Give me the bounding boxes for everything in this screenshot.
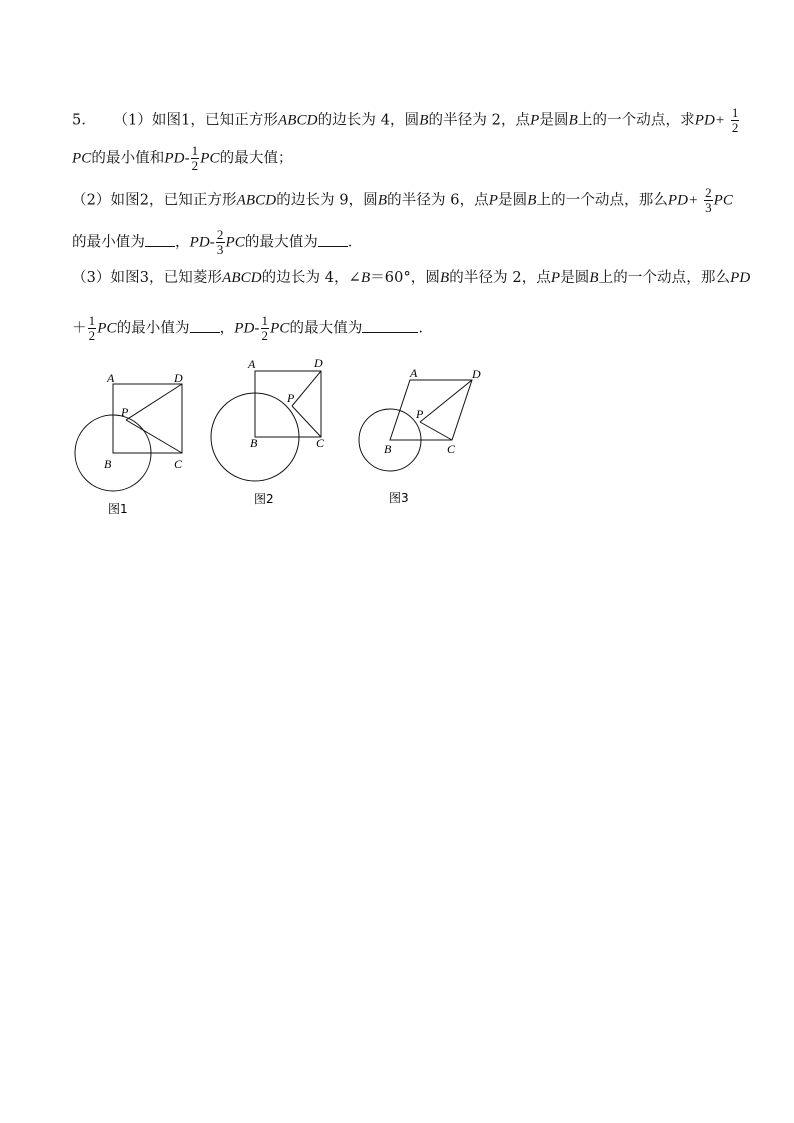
part2-end: ． [347, 234, 363, 251]
part3-circle: B [440, 270, 450, 286]
fig3-segment-pd [420, 380, 472, 422]
fig1-label-a: A [107, 371, 115, 385]
part1-expr2: PD- [164, 150, 190, 167]
part3-answer-blank-2[interactable] [362, 318, 418, 333]
part2-fraction-den: 3 [705, 200, 712, 215]
part2-line2-start: 的最小值为 [72, 234, 145, 251]
fig2-label-a: A [248, 357, 256, 371]
fig1-segment-pc [126, 420, 182, 453]
part2-text4: 上的一个动点，那么 [536, 192, 668, 209]
part2-expr1: PD+ [667, 192, 699, 209]
part3-shape: ABCD [222, 270, 262, 286]
part1-text4: 上的一个动点，求 [577, 112, 695, 129]
part3-angle: B [360, 270, 371, 286]
part1-fraction-den: 2 [731, 120, 739, 135]
part2-prefix: （2）如图2，已知正方形 [72, 192, 237, 209]
fig2-label-p: P [287, 391, 295, 405]
problem-5-part2-line1 [72, 186, 733, 215]
problem-5-part1-line1 [72, 106, 740, 135]
part2-fraction2 [216, 228, 225, 257]
fig3-label-d: D [472, 367, 481, 381]
problem-5-part2-line2 [72, 228, 363, 257]
part1-fraction [731, 106, 740, 135]
part2-separator: ， [175, 234, 190, 251]
part1-circle2: B [568, 112, 578, 129]
part3-answer-blank-1[interactable] [190, 318, 220, 333]
part3-text5: 上的一个动点，那么 [598, 270, 731, 286]
fig3-label-p: P [416, 407, 424, 421]
part3-text7: 的最大值为 [289, 320, 363, 337]
part2-circle: B [377, 192, 388, 209]
part3-expr2-end: PC [270, 320, 290, 337]
part2-answer-blank-1[interactable] [145, 232, 175, 247]
part3-text3: 的半径为 2，点 [449, 270, 551, 286]
part1-text6: 的最大值； [219, 150, 293, 167]
fig3-rhombus [390, 380, 472, 440]
part1-text3: 是圆 [539, 112, 569, 129]
problem-5-part3-line2 [72, 314, 433, 343]
part3-fraction-num: 1 [88, 313, 96, 328]
part3-fraction2-den: 2 [261, 328, 269, 343]
part3-plus: ＋ [72, 320, 87, 337]
part1-circle: B [419, 112, 429, 129]
part2-text2: 的半径为 6，点 [387, 192, 489, 209]
part3-text1: 的边长为 4，∠ [261, 270, 361, 286]
part3-text6: 的最小值为 [116, 320, 190, 337]
part1-text5: 的最小值和 [91, 150, 165, 167]
part3-prefix: （3）如图3，已知菱形 [72, 270, 223, 286]
part1-fraction2 [191, 144, 200, 173]
fig3-label-a: A [410, 366, 418, 380]
part2-fraction2-num: 2 [216, 227, 224, 242]
part1-fraction-num: 1 [731, 105, 739, 120]
problem-number: 5． [72, 112, 96, 129]
part2-expr2-end: PC [225, 234, 245, 251]
part2-fraction2-den: 3 [216, 242, 224, 257]
part1-expr2-end: PC [200, 150, 220, 167]
part3-expr1: PD [730, 270, 751, 286]
fig1-label-p: P [121, 405, 129, 419]
part1-fraction2-den: 2 [191, 158, 199, 173]
part2-shape: ABCD [236, 192, 277, 209]
fig1-label-d: D [174, 371, 183, 385]
part1-expr1: PD+ [694, 112, 726, 129]
fig2-label-d: D [314, 356, 323, 370]
part2-answer-blank-2[interactable] [318, 232, 348, 247]
problem-5-part3-line1 [72, 268, 750, 288]
part3-fraction2-num: 1 [261, 313, 269, 328]
part3-fraction-den: 2 [88, 328, 96, 343]
part3-expr1-end: PC [97, 320, 117, 337]
fig1-label-c: C [174, 457, 183, 471]
part2-text1: 的边长为 9，圆 [276, 192, 378, 209]
fig3-segment-pc [420, 422, 452, 440]
part3-separator: ， [219, 320, 235, 337]
part2-text5: 的最大值为 [244, 234, 318, 251]
part3-end: ． [418, 320, 434, 337]
part1-pc: PC [72, 150, 92, 167]
fig1-caption: 图1 [108, 502, 128, 516]
part3-point: P [550, 270, 561, 286]
part2-text3: 是圆 [498, 192, 528, 209]
part3-circle2: B [589, 270, 599, 286]
fig2-label-c: C [316, 436, 325, 450]
part2-circle2: B [527, 192, 537, 209]
part3-expr2: PD- [234, 320, 260, 337]
figure-1 [62, 364, 202, 524]
part2-point: P [488, 192, 499, 209]
part3-fraction2 [261, 314, 270, 343]
fig2-segment-pd [292, 371, 321, 406]
problem-5-part1-line2 [72, 144, 293, 173]
fig3-label-b: B [384, 442, 392, 456]
part3-fraction [88, 314, 97, 343]
part3-text2: ＝60°，圆 [370, 270, 441, 286]
fig2-caption: 图2 [254, 492, 274, 506]
part1-fraction2-num: 1 [191, 143, 199, 158]
part1-shape: ABCD [278, 112, 318, 129]
part1-text2: 的半径为 2，点 [428, 112, 531, 129]
fig1-label-b: B [104, 457, 112, 471]
part1-point: P [530, 112, 540, 129]
part1-text1: 的边长为 4，圆 [317, 112, 420, 129]
part2-expr1-end: PC [713, 192, 734, 209]
fig3-label-c: C [447, 442, 456, 456]
part2-fraction [704, 186, 713, 215]
fig3-caption: 图3 [389, 491, 409, 505]
figure-2 [206, 352, 346, 512]
part3-text4: 是圆 [560, 270, 590, 286]
part2-fraction-num: 2 [705, 185, 712, 200]
fig1-segment-pd [126, 384, 182, 420]
figure-3 [354, 360, 494, 520]
part1-prefix: （1）如图1，已知正方形 [113, 112, 279, 129]
part2-expr2: PD- [189, 234, 215, 251]
fig2-label-b: B [250, 436, 258, 450]
